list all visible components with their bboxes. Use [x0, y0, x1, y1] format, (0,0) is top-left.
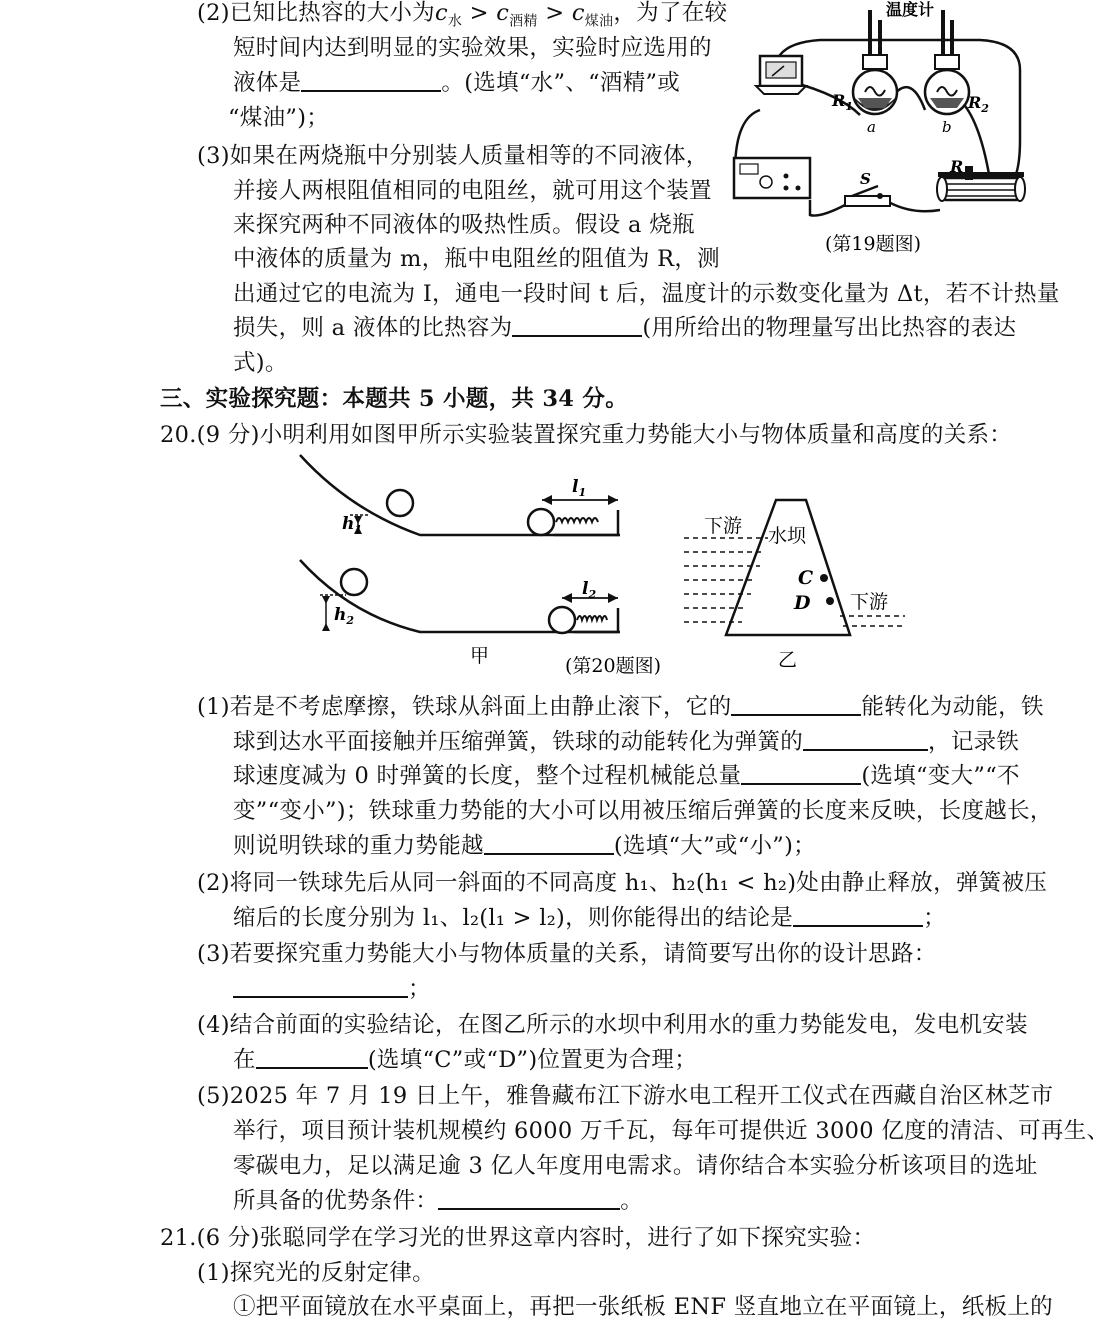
rheostat-label: R: [950, 157, 964, 176]
dam-label: 水坝: [768, 525, 807, 547]
l1-label: $l_1$: [572, 477, 587, 499]
q19-part3-line2: 并接人两根阻值相同的电阻丝，就可用这个装置: [233, 178, 712, 204]
q19-part2-line3: 液体是 。(选填“水”、“酒精”或: [233, 70, 681, 96]
q19-part3-line4: 中液体的质量为 m，瓶中电阻丝的阻值为 R，测: [233, 246, 720, 272]
figure-20-jia: [290, 450, 662, 680]
thermometer-label: 温度计: [886, 0, 935, 19]
l2-label: $l_2$: [582, 579, 597, 601]
q20-part5-line1: (5)2025 年 7 月 19 日上午，雅鲁藏布江下游水电工程开工仪式在西藏自治区林芝市: [197, 1083, 1054, 1109]
flask-a-label: a: [867, 118, 876, 136]
r1-label: $R_1$: [832, 91, 853, 113]
q20-part5-line4: 所具备的优势条件： 。: [233, 1188, 644, 1214]
section-3-heading: 三、实验探究题：本题共 5 小题，共 34 分。: [160, 386, 629, 412]
q19-part2-line1: (2)已知比热容的大小为$c_水 > c_{酒精} > c_{煤油}$，为了在较: [197, 0, 728, 30]
r2-label: $R_2$: [968, 93, 989, 115]
q19-part3-line6: 损失，则 a 液体的比热容为 (用所给出的物理量写出比热容的表达: [233, 315, 1017, 341]
q20-part1-line2: 球到达水平面接触并压缩弹簧，铁球的动能转化为弹簧的 ，记录铁: [233, 729, 1020, 755]
downstream-left-label: 下游: [704, 515, 743, 537]
q20-stem: 20.(9 分)小明利用如图甲所示实验装置探究重力势能大小与物体质量和高度的关系：: [160, 422, 1013, 448]
answer-blank[interactable]: [256, 1045, 368, 1069]
point-d-dot: [826, 597, 834, 605]
figure-19-caption: (第19题图): [825, 233, 922, 255]
q20-part4-line2: 在 (选填“C”或“D”)位置更为合理；: [233, 1047, 698, 1073]
q20-part2-line1: (2)将同一铁球先后从同一斜面的不同高度 h₁、h₂(h₁ < h₂)处由静止释放，弹簧被压: [197, 870, 1048, 896]
q19-part2-line4: “煤油”)；: [228, 105, 330, 131]
q20-part5-line2: 举行，项目预计装机规模约 6000 万千瓦，每年可提供近 3000 亿度的清洁、可再生、: [233, 1118, 1109, 1144]
q19-part3-line7: 式)。: [233, 350, 288, 376]
switch-icon: [845, 186, 890, 206]
q20-part3-line1: (3)若要探究重力势能大小与物体质量的关系，请简要写出你的设计思路：: [197, 941, 937, 967]
point-c-dot: [820, 574, 828, 582]
q21-part1-sub: ①把平面镜放在水平桌面上，再把一张纸板 ENF 竖直地立在平面镜上，纸板上的: [233, 1294, 1053, 1320]
figure-yi-label: 乙: [778, 649, 798, 671]
q20-part1-line5: 则说明铁球的重力势能越 (选填“大”或“小”)；: [233, 833, 816, 859]
answer-blank[interactable]: [803, 727, 928, 751]
figure-19-circuit: [720, 0, 1040, 262]
q20-part1-line4: 变”“变小”)；铁球重力势能的大小可以用被压缩后弹簧的长度来反映，长度越长，: [233, 798, 1053, 824]
answer-blank[interactable]: [731, 692, 861, 716]
q21-stem: 21.(6 分)张聪同学在学习光的世界这章内容时，进行了如下探究实验：: [160, 1225, 876, 1251]
q19-part3-line3: 来探究两种不同液体的吸热性质。假设 a 烧瓶: [233, 212, 695, 238]
figure-20-yi-dam: [680, 490, 920, 675]
flask-b-label: b: [942, 118, 952, 136]
q19-part3-line5: 出通过它的电流为 I，通电一段时间 t 后，温度计的示数变化量为 Δt，若不计热量: [233, 281, 1060, 307]
q20-part1-line3: 球速度减为 0 时弹簧的长度，整个过程机械能总量 (选填“变大”“不: [233, 763, 1020, 789]
flask-b-icon: [925, 10, 969, 114]
q20-part1-line1: (1)若是不考虑摩擦，铁球从斜面上由静止滚下，它的 能转化为动能，铁: [197, 694, 1044, 720]
h2-label: $h_2$: [334, 605, 355, 627]
q20-part5-line3: 零碳电力，足以满足逾 3 亿人年度用电需求。请你结合本实验分析该项目的选址: [233, 1153, 1038, 1179]
point-c-label: C: [798, 567, 814, 589]
q19-part3-line1: (3)如果在两烧瓶中分别装人质量相等的不同液体，: [197, 143, 709, 169]
h1-label: $h_1$: [342, 514, 363, 536]
answer-blank[interactable]: [438, 1186, 620, 1210]
downstream-right-label: 下游: [850, 591, 889, 613]
answer-blank[interactable]: [484, 831, 614, 855]
point-d-label: D: [794, 592, 811, 614]
answer-blank[interactable]: [301, 68, 441, 92]
flask-a-icon: [853, 10, 897, 114]
q19-part2-line2: 短时间内达到明显的实验效果，实验时应选用的: [233, 35, 712, 61]
figure-jia-label: 甲: [470, 645, 490, 667]
answer-blank[interactable]: [741, 761, 861, 785]
q20-part2-line2: 缩后的长度分别为 l₁、l₂(l₁ > l₂)，则你能得出的结论是 ；: [233, 905, 946, 931]
figure-20-caption: (第20题图): [565, 655, 662, 677]
q20-part4-line1: (4)结合前面的实验结论，在图乙所示的水坝中利用水的重力势能发电，发电机安装: [197, 1012, 1028, 1038]
answer-blank[interactable]: [793, 903, 923, 927]
ammeter-icon: [756, 56, 806, 94]
power-supply-icon: [734, 158, 810, 198]
q20-part3-line2: ；: [233, 972, 431, 1006]
switch-label: S: [860, 170, 871, 188]
q21-part1: (1)探究光的反射定律。: [197, 1260, 435, 1286]
answer-blank[interactable]: [512, 313, 642, 337]
answer-blank[interactable]: [233, 974, 408, 998]
